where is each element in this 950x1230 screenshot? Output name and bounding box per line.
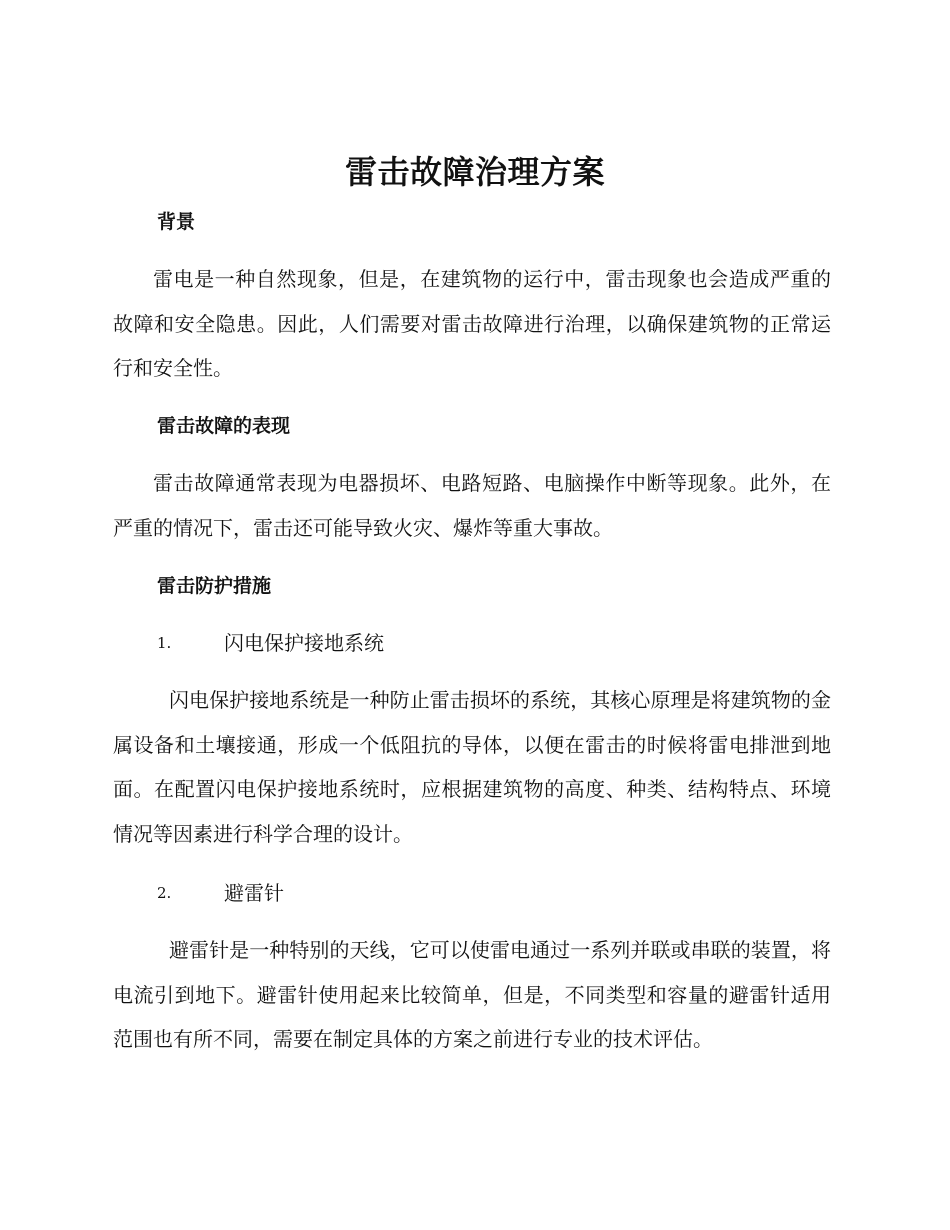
- section-heading-background: 背景: [157, 211, 196, 233]
- document-title: 雷击故障治理方案: [344, 153, 605, 191]
- list-number: 1.: [157, 634, 172, 652]
- section-heading-symptoms: 雷击故障的表现: [157, 415, 291, 437]
- list-number: 2.: [157, 884, 172, 902]
- paragraph-grounding-system: 闪电保护接地系统是一种防止雷击损坏的系统，其核心原理是将建筑物的金属设备和土壤接通，形成一个低阻抗的导体，以便在雷击的时候将雷电排泄到地面。在配置闪电保护接地系统时，应根据建筑物的高度、种类、结构特点、环境情况等因素进行科学合理的设计。: [113, 688, 831, 846]
- list-label: 闪电保护接地系统: [224, 631, 384, 655]
- section-heading-measures: 雷击防护措施: [157, 575, 272, 597]
- paragraph-symptoms: 雷击故障通常表现为电器损坏、电路短路、电脑操作中断等现象。此外，在严重的情况下，雷击还可能导致火灾、爆炸等重大事故。: [113, 471, 831, 540]
- list-label: 避雷针: [224, 881, 284, 905]
- paragraph-background: 雷电是一种自然现象，但是，在建筑物的运行中，雷击现象也会造成严重的故障和安全隐患。因此，人们需要对雷击故障进行治理，以确保建筑物的正常运行和安全性。: [113, 267, 831, 380]
- paragraph-lightning-rod: 避雷针是一种特别的天线，它可以使雷电通过一系列并联或串联的装置，将电流引到地下。避雷针使用起来比较简单，但是，不同类型和容量的避雷针适用范围也有所不同，需要在制定具体的方案之前进行专业的技术评估。: [113, 938, 831, 1051]
